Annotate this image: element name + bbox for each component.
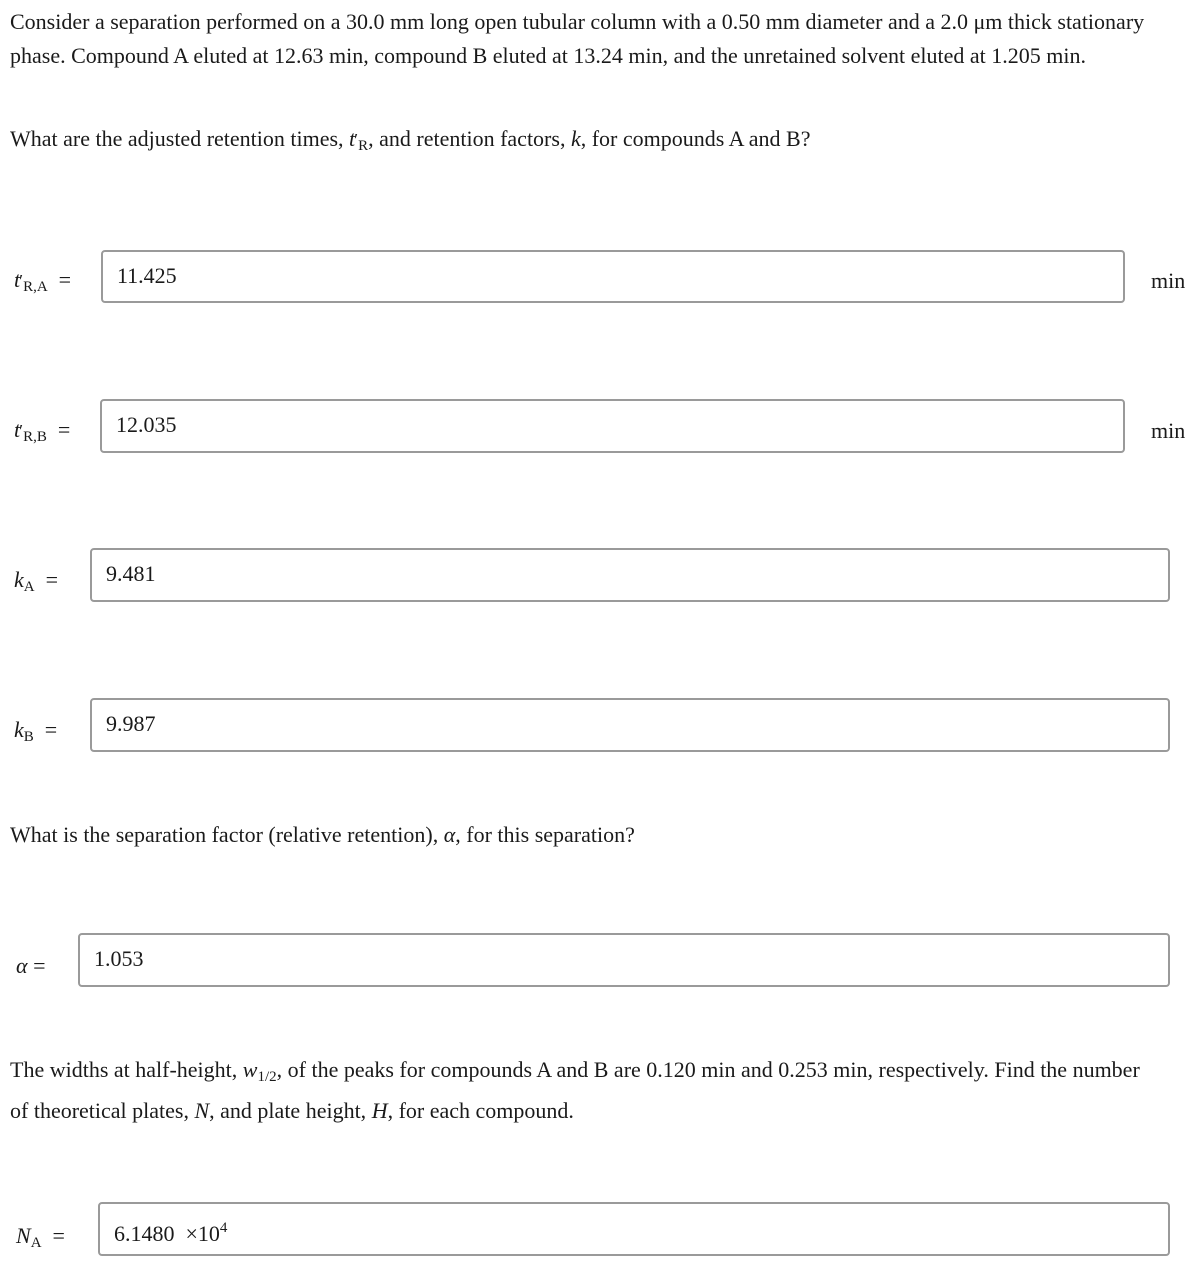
label-tr-a: $t'_{R,A}$ = bbox=[14, 267, 72, 295]
question-text: What is the separation factor (relative retention), bbox=[10, 822, 444, 847]
answer-exponent: 4 bbox=[219, 1220, 228, 1236]
answer-input-n-a[interactable] bbox=[98, 1202, 1170, 1256]
answer-mantissa: 6.1480 bbox=[114, 1221, 175, 1246]
answer-input-tr-b[interactable] bbox=[100, 399, 1125, 453]
answer-value: 9.987 bbox=[106, 711, 156, 736]
question-text: , of the peaks for compounds A and B are 0.120 min and 0.253 min, respectively. Find the number of theoretical plates, bbox=[10, 1057, 1140, 1123]
answer-times: ×10 bbox=[185, 1221, 220, 1246]
w-symbol: w bbox=[242, 1057, 258, 1082]
question-text: , for compounds A and B? bbox=[580, 126, 811, 151]
t-symbol: t bbox=[349, 126, 356, 151]
w-subscript: 1/2 bbox=[257, 1069, 277, 1085]
question-text: What are the adjusted retention times, bbox=[10, 126, 350, 151]
answer-value: 12.035 bbox=[116, 412, 177, 437]
question-text: , and retention factors, bbox=[368, 126, 571, 151]
question-text: , for this separation? bbox=[455, 822, 635, 847]
unit-label: min bbox=[1151, 268, 1186, 293]
question-plates bbox=[10, 1053, 1150, 1128]
label-alpha: α = bbox=[16, 953, 46, 978]
problem-statement: Consider a separation performed on a 30.0 mm long open tubular column with a 0.50 mm diameter and a 2.0 μm thick stationary phase. Compound A eluted at 12.63 min, compound B eluted at 13.24 min, and the unretained solvent eluted at 1.205 min. bbox=[10, 9, 1145, 68]
n-symbol: N bbox=[194, 1098, 210, 1123]
answer-value: 11.425 bbox=[117, 263, 177, 288]
answer-input-tr-a[interactable] bbox=[101, 250, 1125, 303]
question-text: , for each compound. bbox=[387, 1098, 574, 1123]
label-tr-b: $t'_{R,B}$ = bbox=[14, 417, 71, 445]
unit-label: min bbox=[1151, 418, 1186, 443]
answer-value: 9.481 bbox=[106, 561, 156, 586]
label-k-b: $k_B$ = bbox=[14, 717, 58, 745]
question-text: , and plate height, bbox=[209, 1098, 372, 1123]
question-text: The widths at half-height, bbox=[10, 1057, 243, 1082]
k-symbol: k bbox=[570, 126, 581, 151]
answer-input-alpha[interactable] bbox=[78, 933, 1170, 987]
label-n-a: $N_A$ = bbox=[16, 1223, 65, 1251]
answer-input-k-b[interactable] bbox=[90, 698, 1170, 752]
t-subscript: R bbox=[358, 138, 369, 154]
answer-value: 1.053 bbox=[94, 946, 144, 971]
answer-input-k-a[interactable] bbox=[90, 548, 1170, 602]
h-symbol: H bbox=[371, 1098, 388, 1123]
prime-symbol: ′ bbox=[354, 130, 359, 150]
alpha-symbol: α bbox=[443, 822, 456, 847]
question-retention bbox=[10, 122, 1160, 163]
label-k-a: $k_A$ = bbox=[14, 567, 59, 595]
question-separation-factor bbox=[10, 818, 1160, 852]
